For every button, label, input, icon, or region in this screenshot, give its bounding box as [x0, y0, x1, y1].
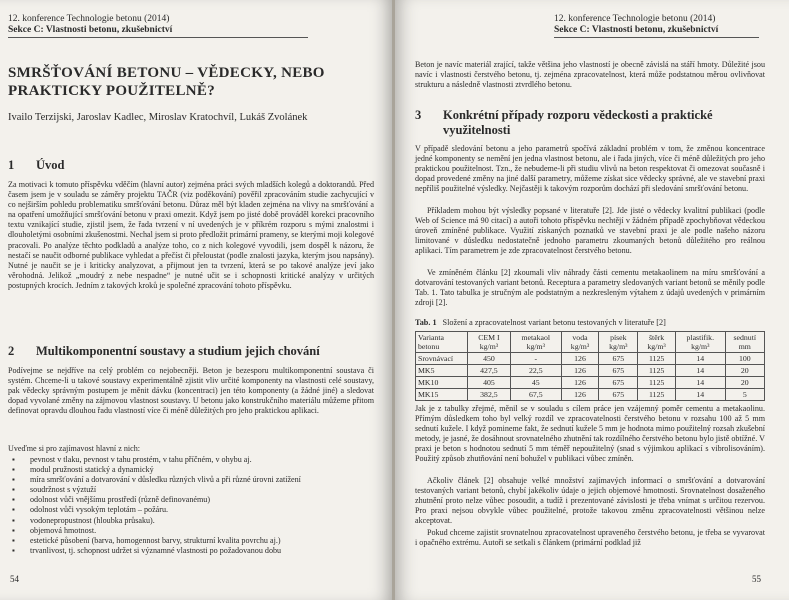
section-3-paragraph-3: [415, 268, 765, 308]
section-number: 2: [8, 344, 15, 358]
table-discussion-3: [415, 528, 765, 548]
table-cell: 1125: [638, 353, 676, 365]
table-cell: 126: [561, 377, 599, 389]
section-title-line2: využitelnosti: [443, 123, 511, 137]
page-number: 55: [752, 574, 761, 584]
section-3-heading: [415, 108, 765, 138]
list-item: ▪ odolnost vůči vysokým teplotám – požáru.: [8, 505, 374, 515]
table-cell: 100: [725, 353, 764, 365]
table-header-row: [416, 332, 765, 353]
paragraph-text: Ačkoliv článek [2] obsahuje velké množství zajímavých informací o smršťování a dotvarování testovaných variant betonů, chybí jakékoliv údaje o jejich objemové hmotnosti. Srovnatelnost dosaženého zhutnění proto nelze vůbec posoudit, a tudíž i prezentované závislosti je třeba vnímat s určitou rezervou. Pro praxi nejsou obvykle vůbec použitelné, protože takovou změnu zpracovatelnosti většinou nelze akceptovat.: [415, 476, 765, 526]
section-title-line1: Konkrétní případy rozporu vědeckosti a praktické: [443, 108, 713, 122]
table-cell: 427,5: [467, 365, 510, 377]
table-row: [416, 365, 765, 377]
table-header-cell: metakaol kg/m³: [510, 332, 561, 353]
list-intro-text: Uveďme si pro zajímavost hlavní z nich:: [8, 444, 141, 453]
table-row: [416, 389, 765, 401]
table-cell: 126: [561, 365, 599, 377]
table-caption-text: Složení a zpracovatelnost variant betonu testovaných v literatuře [2]: [442, 318, 666, 327]
page-number: 54: [10, 574, 19, 584]
paragraph-text: Beton je navíc materiál zrající, takže většina jeho vlastností je obecně závislá na stáří hmoty. Důležité jsou navíc i vlastnosti čerstvého betonu, tj. zejména zpracovatelnost, která může podstatnou měrou ovlivňovat strukturu a následně vlastnosti ztvrdlého betonu.: [415, 60, 765, 90]
table-header-cell: sednutí mm: [725, 332, 764, 353]
table-header-cell: CEM I kg/m³: [467, 332, 510, 353]
paragraph-text: Za motivaci k tomuto příspěvku vděčím (hlavní autor) zejména práci svých mladších kolegů a doktorandů. Před časem jsem je v souladu se záměry projektu TAČR (viz poděkování) pověřil zpracováním studie zachycující v co nejširším pohledu problematiku smršťování betonu. Důraz měl být kladen zejména na vlivy na smršťování a na opatření umožňující smršťování betonu v praxi omezit. Když jsem po jisté době prováděl korekci pracovního textu vznikající studie, zjistil jsem, že řada tvrzení v ní uvedených je v příkrém rozporu s mými znalostmi i dlouholetými osobními zkušenostmi. Nechal jsem si proto předložit primární prameny, se kterými moji kolegové pracovali. Po analýze těchto podkladů a analýze toho, co z nich kolegové vyvodili, jsem dospěl k názoru, že nestačí se naučit odborné publikace vyhledat a přečíst či přeloustat (podle znalosti jazyka, kterým jsou napsány). Nutné je naučit se je i kriticky analyzovat, a přijmout jen ta tvrzení, která se po takové analýze jeví jako věrohodná. Jelikož „moudrý z nebe nespadne“ je nutné učit se i schopnosti kritické analýzy v určitých postupných krocích. Jedním z takových kroků je společné zpracování tohoto příspěvku.: [8, 180, 374, 290]
section-1-paragraph: [8, 180, 374, 291]
list-intro: [8, 444, 374, 454]
running-head: [8, 14, 308, 38]
table-cell: 20: [725, 365, 764, 377]
properties-list: [8, 455, 374, 556]
table-header-cell: písek kg/m³: [599, 332, 638, 353]
table-cell: 45: [510, 377, 561, 389]
table-discussion-2: [415, 476, 765, 526]
table-cell: 126: [561, 389, 599, 401]
table-cell: 675: [599, 389, 638, 401]
paper-authors: Ivailo Terzijski, Jaroslav Kadlec, Miroslav Kratochvíl, Lukáš Zvolánek: [8, 112, 308, 123]
table-cell: Srovnávací: [416, 353, 468, 365]
table-cell: 20: [725, 377, 764, 389]
running-head-section: Sekce C: Vlastnosti betonu, zkušebnictví: [8, 25, 308, 38]
paragraph-text: Podívejme se nejdříve na celý problém co nejobecněji. Beton je bezesporu multikomponentní soustava či systém. Chceme-li u takové soustavy experimentálně zjistit vliv určité komponenty na vlastnosti celé soustavy, pak vědecky správným postupem je měnit dávku (koncentraci) jen této komponenty (a žádné jiné) a sledovat dopad vyvolané změny na zájmovou vlastnost soustavy. U betonu jako konstrukčního materiálu můžeme přitom definovat opravdu dlouhou řadu vlastností více či méně důležitých pro jeho praktickou aplikaci.: [8, 366, 374, 416]
list-item: ▪ pevnost v tlaku, pevnost v tahu prostém, v tahu příčném, v ohybu aj.: [8, 455, 374, 465]
table-cell: MK10: [416, 377, 468, 389]
list-item: ▪ vodonepropustnost (hloubka průsaku).: [8, 516, 374, 526]
paragraph-text: V případě sledování betonu a jeho parametrů spočívá základní problém v tom, že změnou koncentrace jedné komponenty se nemění jen jedna vlastnost betonu, ale i řada jiných, více či méně důležitých pro jeho praktickou použitelnost. Tzn., že nebudeme-li při studiu vlivů na beton respektovat či omezovat současně i dopad provedené změny na jiné další parametry, můžeme získat sice vědecky správné, ale ve stavební praxi nepříliš použitelné výsledky. Nejčastěji k takovým rozporům dochází při sledování smršťování betonu.: [415, 144, 765, 194]
table-cell: MK5: [416, 365, 468, 377]
section-number: 1: [8, 158, 15, 172]
table-cell: 675: [599, 377, 638, 389]
table-cell: 675: [599, 365, 638, 377]
running-head: [554, 14, 759, 38]
table-row: [416, 353, 765, 365]
table-cell: 14: [675, 353, 725, 365]
section-1-heading: [8, 158, 64, 173]
table-caption: [415, 318, 765, 327]
table-cell: 22,5: [510, 365, 561, 377]
table-cell: 382,5: [467, 389, 510, 401]
table-cell: 5: [725, 389, 764, 401]
list-item: ▪ soudržnost s výztuží: [8, 485, 374, 495]
paper-title: SMRŠŤOVÁNÍ BETONU – VĚDECKY, NEBO PRAKTICKY POUŽITELNĚ?: [8, 65, 325, 99]
paragraph-text: Pokud chceme zajistit srovnatelnou zpracovatelnost upraveného čerstvého betonu, je třeba se vyvarovat i opačného extrému. Autoři se setkali s článkem (primární podklad již: [415, 528, 765, 548]
list-item: ▪ trvanlivost, tj. schopnost udržet si významné vlastnosti po požadovanou dobu: [8, 546, 374, 556]
table-cell: MK15: [416, 389, 468, 401]
list-item: ▪ míra smršťování a dotvarování v důsledku různých vlivů a při různé úrovni zatížení: [8, 475, 374, 485]
table-cell: 450: [467, 353, 510, 365]
table-cell: 1125: [638, 377, 676, 389]
paragraph-text: Příkladem mohou být výsledky popsané v literatuře [2]. Jde jisté o vědecky kvalitní publikaci (podle Web of Science má 90 citací) a autoři tohoto příspěvku nechtějí v žádném případě zpochybňovat vědeckou úroveň zmíněné publikace. Využití získaných poznatků ve stavební praxi je ale podle našeho názoru limitované v důsledku nedostatečně jednoho parametru zkoumaných betonů důležitého pro reálnou aplikaci. Tím parametrem je zde zpracovatelnost čerstvého betonu.: [415, 206, 765, 256]
section-3-paragraph-2: [415, 206, 765, 256]
table-header-cell: Varianta betonu: [416, 332, 468, 353]
table-cell: 67,5: [510, 389, 561, 401]
section-3-paragraph-1: [415, 144, 765, 194]
left-page: [0, 0, 393, 600]
list-item: ▪ modul pružnosti statický a dynamický: [8, 465, 374, 475]
section-title: Multikomponentní soustavy a studium jejich chování: [36, 344, 320, 358]
table-cell: 126: [561, 353, 599, 365]
section-title: Úvod: [36, 158, 65, 172]
list-item: ▪ estetické působení (barva, homogennost barvy, strukturní kvalita povrchu aj.): [8, 536, 374, 546]
table-header-cell: voda kg/m³: [561, 332, 599, 353]
table-cell: 675: [599, 353, 638, 365]
right-page: [395, 0, 789, 600]
table-cell: 405: [467, 377, 510, 389]
table-discussion-1: [415, 404, 765, 465]
running-head-section: Sekce C: Vlastnosti betonu, zkušebnictví: [554, 25, 759, 38]
table-header-cell: plastifik. kg/m³: [675, 332, 725, 353]
section-2-paragraph: [8, 366, 374, 416]
table-cell: 14: [675, 389, 725, 401]
table-cell: 1125: [638, 365, 676, 377]
table-header-cell: štěrk kg/m³: [638, 332, 676, 353]
list-item: ▪ objemová hmotnost.: [8, 526, 374, 536]
running-head-conference: 12. konference Technologie betonu (2014): [554, 14, 716, 24]
table-label: Tab. 1: [415, 318, 437, 327]
paragraph-text: Ve zmíněném článku [2] zkoumali vliv náhrady části cementu metakaolinem na míru smršťování a dotvarování testovaných variant betonů. Receptura a parametry sledovaných variant betonů se měnily podle Tab. 1. Tato tabulka je stručným ale podstatným a nezkresleným výtahem z údajů uvedených v primárním zdroji [2].: [415, 268, 765, 308]
intro-paragraph: [415, 60, 765, 90]
paragraph-text: Jak je z tabulky zřejmé, měnil se v souladu s cílem práce jen vzájemný poměr cementu a metakaolinu. Přímým důsledkem toho byl velký rozdíl ve zpracovatelnosti čerstvého betonu v rozsahu 100 až 5 mm sednutí kužele. I když pomineme fakt, že sednutí kužele 5 mm je hodnota mimo použitelný rozsah zkušební metody, je jasné, že dosáhnout srovnatelného zhutnění tak rozdílného čerstvého betonu bylo jistě obtížné. V praxi je beton s hodnotou sednutí 5 mm téměř nepoužitelný (snad s výjimkou aplikací s vibrolisováním). Použitý způsob zhutňování není bohužel v publikaci vůbec zmíněn.: [415, 404, 765, 464]
table-row: [416, 377, 765, 389]
table-cell: 14: [675, 365, 725, 377]
table-cell: 1125: [638, 389, 676, 401]
table-cell: -: [510, 353, 561, 365]
list-item: ▪ odolnost vůči vnějšímu prostředí (různě definovanému): [8, 495, 374, 505]
table-cell: 14: [675, 377, 725, 389]
running-head-conference: 12. konference Technologie betonu (2014): [8, 14, 170, 24]
composition-table: [415, 331, 765, 401]
section-2-heading: [8, 344, 320, 359]
section-number: 3: [415, 108, 422, 122]
